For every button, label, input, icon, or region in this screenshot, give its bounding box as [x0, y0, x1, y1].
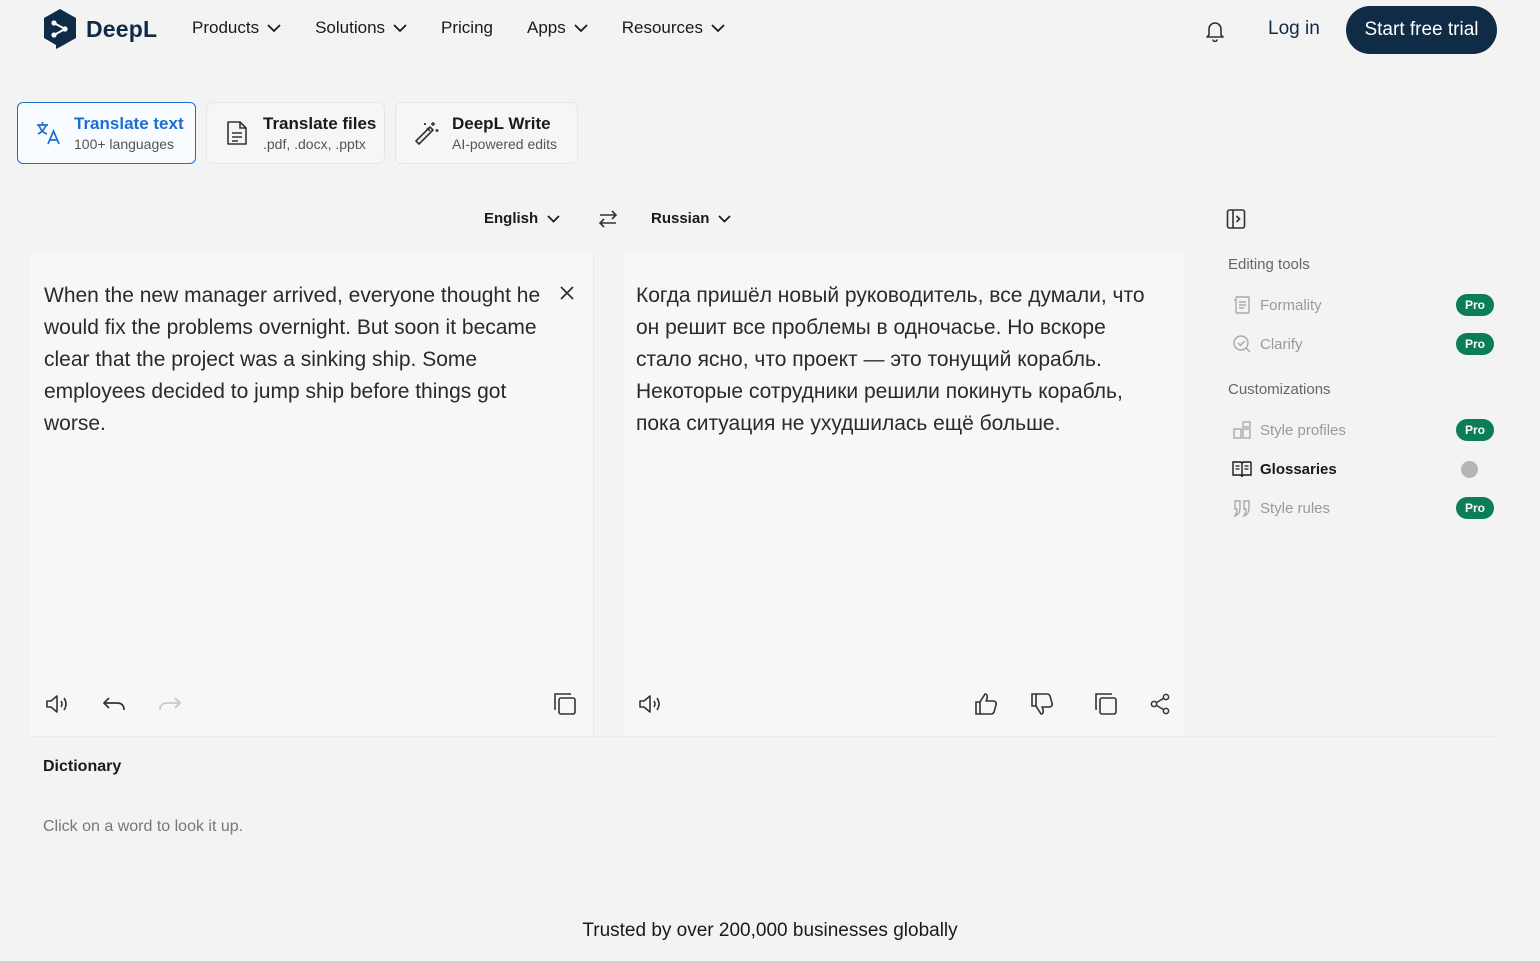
sidebar-item-glossaries[interactable]	[1232, 456, 1494, 482]
trusted-banner: Trusted by over 200,000 businesses globally	[582, 920, 958, 941]
thumbs-up-icon	[973, 691, 999, 717]
editing-tools-heading: Editing tools	[1228, 256, 1310, 273]
redo-button[interactable]	[156, 690, 184, 718]
listen-source-button[interactable]	[44, 690, 72, 718]
nav-solutions-label: Solutions	[315, 18, 386, 37]
pro-badge: Pro	[1456, 333, 1494, 355]
listen-translation-button[interactable]	[637, 690, 665, 718]
swap-languages-icon[interactable]	[597, 208, 619, 230]
login-link[interactable]: Log in	[1268, 18, 1320, 39]
nav-apps[interactable]	[527, 18, 588, 38]
tab-translate-text[interactable]	[17, 102, 196, 164]
copy-icon	[1093, 691, 1119, 717]
speaker-icon	[638, 693, 664, 715]
target-panel	[624, 252, 1184, 736]
chevron-down-icon	[718, 215, 731, 223]
undo-icon	[102, 694, 126, 714]
translate-icon	[34, 119, 62, 147]
customizations-heading: Customizations	[1228, 381, 1331, 398]
tab-deepl-write-subtitle: AI-powered edits	[452, 136, 558, 152]
top-navigation	[0, 0, 1540, 62]
tab-translate-text-subtitle: 100+ languages	[74, 136, 175, 152]
tab-translate-files[interactable]	[206, 102, 385, 164]
thumbs-up-button[interactable]	[972, 690, 1000, 718]
glossary-toggle[interactable]	[1461, 461, 1478, 478]
source-text-input[interactable]: When the new manager arrived, everyone thought he would fix the problems overnight. But soon it became clear that the project was a sinking ship. Some employees decided to jump ship before things got worse.	[44, 284, 541, 435]
pro-badge: Pro	[1456, 419, 1494, 441]
chevron-down-icon	[267, 24, 281, 33]
main-nav	[192, 18, 759, 38]
nav-products[interactable]	[192, 18, 281, 38]
thumbs-down-button[interactable]	[1028, 690, 1056, 718]
pro-badge: Pro	[1456, 294, 1494, 316]
source-language-label: English	[484, 210, 539, 227]
nav-products-label: Products	[192, 18, 260, 37]
bell-icon[interactable]	[1203, 18, 1227, 42]
formality-icon	[1232, 295, 1252, 315]
glossary-icon	[1232, 459, 1252, 479]
dictionary-hint: Click on a word to look it up.	[43, 818, 244, 835]
share-icon	[1149, 693, 1171, 715]
nav-resources[interactable]	[622, 18, 725, 38]
translated-text[interactable]: Когда пришёл новый руководитель, все думали, что он решит все проблемы в одночасье. Но вскоре стало ясно, что проект — это тонущий корабль. Некоторые сотрудники решили покинуть корабль, пока ситуация не ухудшилась ещё больше.	[636, 284, 1145, 435]
pro-badge: Pro	[1456, 497, 1494, 519]
sidebar-item-style-rules[interactable]	[1232, 495, 1494, 521]
clarify-icon	[1232, 334, 1252, 354]
start-free-trial-button[interactable]: Start free trial	[1346, 6, 1497, 54]
chevron-down-icon	[547, 215, 560, 223]
copy-icon	[552, 691, 578, 717]
deepl-logo-icon	[42, 8, 78, 50]
target-language-label: Russian	[651, 210, 710, 227]
share-button[interactable]	[1146, 690, 1174, 718]
undo-button[interactable]	[100, 690, 128, 718]
nav-apps-label: Apps	[527, 18, 566, 37]
chevron-down-icon	[393, 24, 407, 33]
dictionary-title: Dictionary	[43, 758, 122, 775]
chevron-down-icon	[574, 24, 588, 33]
chevron-down-icon	[711, 24, 725, 33]
copy-translation-button[interactable]	[1092, 690, 1120, 718]
collapse-sidebar-icon[interactable]	[1226, 208, 1246, 230]
sidebar-item-label: Clarify	[1260, 335, 1303, 353]
target-language-select[interactable]	[651, 210, 731, 227]
redo-icon	[158, 694, 182, 714]
tab-translate-files-title: Translate files	[263, 114, 377, 133]
close-icon[interactable]	[558, 284, 576, 302]
sidebar-item-label: Formality	[1260, 296, 1322, 314]
sidebar-item-label: Style profiles	[1260, 421, 1346, 439]
tab-translate-text-title: Translate text	[74, 114, 184, 133]
style-rules-icon	[1232, 498, 1252, 518]
nav-resources-label: Resources	[621, 18, 704, 37]
magic-pen-icon	[412, 119, 440, 147]
tab-deepl-write-title: DeepL Write	[452, 114, 551, 133]
nav-solutions[interactable]	[315, 18, 407, 38]
sidebar-item-label: Glossaries	[1260, 460, 1337, 478]
sidebar-item-label: Style rules	[1260, 499, 1331, 517]
sidebar-item-style-profiles[interactable]	[1232, 417, 1494, 443]
speaker-icon	[45, 693, 71, 715]
document-icon	[223, 119, 251, 147]
tab-deepl-write[interactable]	[395, 102, 578, 164]
style-profiles-icon	[1232, 420, 1252, 440]
nav-pricing-label: Pricing	[441, 18, 493, 37]
tab-translate-files-subtitle: .pdf, .docx, .pptx	[263, 136, 366, 152]
sidebar-item-formality[interactable]	[1232, 292, 1494, 318]
deepl-logo[interactable]	[42, 8, 157, 50]
source-language-select[interactable]	[484, 210, 560, 227]
sidebar-item-clarify[interactable]	[1232, 331, 1494, 357]
source-panel	[30, 252, 594, 736]
brand-name: DeepL	[86, 15, 158, 42]
nav-pricing[interactable]	[441, 18, 493, 38]
copy-source-button[interactable]	[551, 690, 579, 718]
thumbs-down-icon	[1029, 691, 1055, 717]
divider	[30, 736, 1500, 737]
